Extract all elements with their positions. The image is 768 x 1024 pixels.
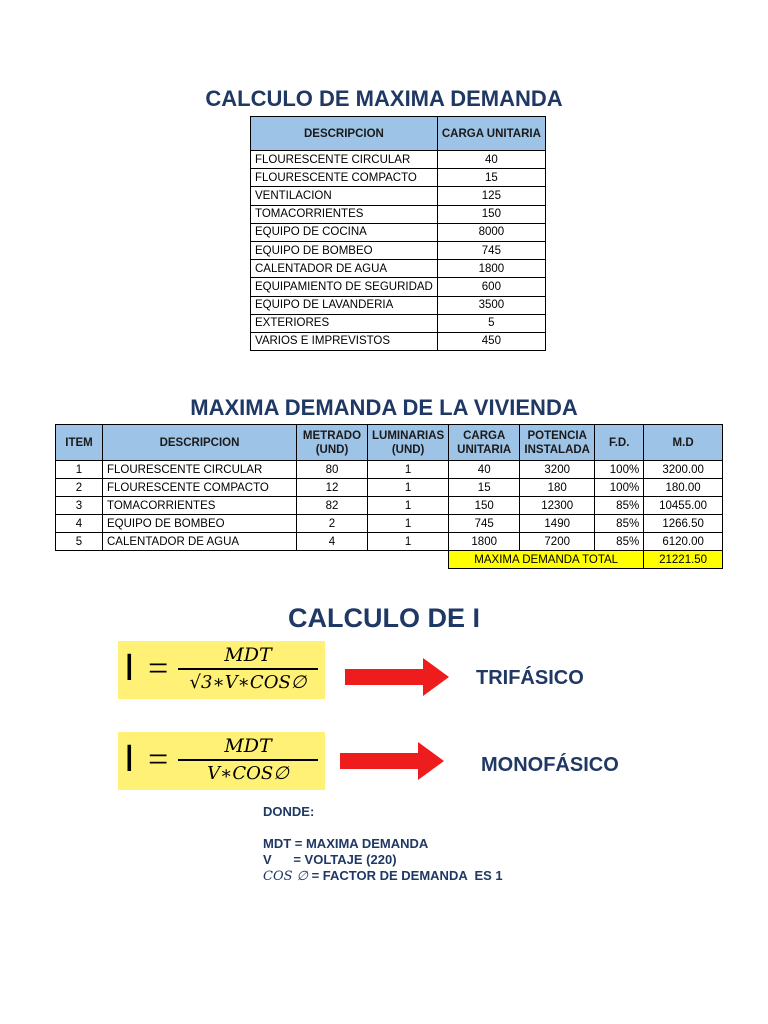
- header-carga-unitaria: CARGA UNITARIA: [437, 117, 545, 151]
- legend-cos: [263, 868, 503, 885]
- cell-luminarias: 1: [368, 497, 449, 515]
- header-item: ITEM: [56, 425, 103, 461]
- formula-equals: =: [148, 648, 169, 688]
- header-md: M.D: [644, 425, 723, 461]
- formula-monofasico: [118, 732, 325, 790]
- header-descripcion: DESCRIPCION: [251, 117, 438, 151]
- table-row: [251, 205, 546, 223]
- cell-carga: 150: [449, 497, 520, 515]
- cell-fd: 85%: [595, 533, 644, 551]
- cell-md: 10455.00: [644, 497, 723, 515]
- cell-descripcion: FLOURESCENTE COMPACTO: [103, 479, 297, 497]
- cell-fd: 85%: [595, 515, 644, 533]
- cell-descripcion: CALENTADOR DE AGUA: [251, 260, 438, 278]
- table-row: [251, 169, 546, 187]
- formula-denominator: √3∗V∗COS∅: [189, 672, 307, 693]
- cell-descripcion: FLOURESCENTE CIRCULAR: [251, 151, 438, 169]
- fraction-bar: [178, 668, 318, 670]
- cell-carga: 15: [437, 169, 545, 187]
- cell-descripcion: TOMACORRIENTES: [251, 205, 438, 223]
- cell-descripcion: EXTERIORES: [251, 314, 438, 332]
- legend-cos-text: = FACTOR DE DEMANDA ES 1: [307, 868, 503, 883]
- table-row: [56, 515, 723, 533]
- legend-mdt: MDT = MAXIMA DEMANDA: [263, 836, 429, 851]
- cell-carga: 125: [437, 187, 545, 205]
- cell-descripcion: EQUIPAMIENTO DE SEGURIDAD: [251, 278, 438, 296]
- cell-carga: 745: [449, 515, 520, 533]
- cell-luminarias: 1: [368, 533, 449, 551]
- table-header-row: [56, 425, 723, 461]
- cell-descripcion: FLOURESCENTE CIRCULAR: [103, 461, 297, 479]
- donde-legend: [263, 804, 503, 885]
- cell-descripcion: CALENTADOR DE AGUA: [103, 533, 297, 551]
- title-maxima-demanda: CALCULO DE MAXIMA DEMANDA: [205, 86, 563, 111]
- header-fd: F.D.: [595, 425, 644, 461]
- cell-metrado: 80: [297, 461, 368, 479]
- formula-numerator: MDT: [224, 644, 272, 666]
- cell-descripcion: FLOURESCENTE COMPACTO: [251, 169, 438, 187]
- table-row: [56, 497, 723, 515]
- total-value: 21221.50: [644, 551, 723, 569]
- cell-descripcion: EQUIPO DE LAVANDERIA: [251, 296, 438, 314]
- donde-heading: DONDE:: [263, 804, 315, 819]
- cell-carga: 40: [449, 461, 520, 479]
- formula-fraction: [178, 643, 318, 695]
- maxima-demanda-table: [55, 424, 723, 569]
- cell-metrado: 12: [297, 479, 368, 497]
- table-row: [251, 260, 546, 278]
- cell-descripcion: EQUIPO DE COCINA: [251, 223, 438, 241]
- title-calculo-i: CALCULO DE I: [288, 603, 480, 633]
- header-metrado: METRADO (UND): [297, 425, 368, 461]
- cell-potencia: 12300: [520, 497, 595, 515]
- cell-item: 1: [56, 461, 103, 479]
- header-carga-unitaria: CARGA UNITARIA: [449, 425, 520, 461]
- total-spacer: [56, 551, 449, 569]
- cell-descripcion: TOMACORRIENTES: [103, 497, 297, 515]
- formula-numerator: MDT: [224, 735, 272, 757]
- formula-lhs: I: [124, 738, 135, 780]
- cell-carga: 1800: [449, 533, 520, 551]
- formula-lhs: I: [124, 647, 135, 689]
- total-label: MAXIMA DEMANDA TOTAL: [449, 551, 644, 569]
- label-monofasico: MONOFÁSICO: [481, 754, 619, 776]
- formula-equals: =: [148, 739, 169, 779]
- cell-item: 3: [56, 497, 103, 515]
- cell-fd: 100%: [595, 479, 644, 497]
- formula-denominator: V∗COS∅: [207, 763, 289, 784]
- table-row: [56, 533, 723, 551]
- table-row: [251, 223, 546, 241]
- legend-v: V = VOLTAJE (220): [263, 852, 397, 867]
- table-row: [251, 241, 546, 259]
- cell-metrado: 82: [297, 497, 368, 515]
- cell-luminarias: 1: [368, 461, 449, 479]
- table-row: [56, 461, 723, 479]
- table-row: [251, 278, 546, 296]
- fraction-bar: [178, 759, 318, 761]
- cell-fd: 100%: [595, 461, 644, 479]
- cell-carga: 15: [449, 479, 520, 497]
- cell-item: 2: [56, 479, 103, 497]
- table-row: [56, 479, 723, 497]
- cell-item: 5: [56, 533, 103, 551]
- title-maxima-demanda-vivienda: MAXIMA DEMANDA DE LA VIVIENDA: [190, 395, 578, 420]
- cell-metrado: 2: [297, 515, 368, 533]
- cell-carga: 150: [437, 205, 545, 223]
- formula-trifasico: [118, 641, 325, 699]
- cell-carga: 1800: [437, 260, 545, 278]
- table-row: [251, 314, 546, 332]
- cell-luminarias: 1: [368, 479, 449, 497]
- cell-item: 4: [56, 515, 103, 533]
- header-potencia-instalada: POTENCIA INSTALADA: [520, 425, 595, 461]
- cell-carga: 745: [437, 241, 545, 259]
- right-arrow-icon: [345, 658, 449, 696]
- cell-md: 3200.00: [644, 461, 723, 479]
- cell-fd: 85%: [595, 497, 644, 515]
- label-trifasico: TRIFÁSICO: [476, 667, 584, 689]
- cell-carga: 5: [437, 314, 545, 332]
- cell-potencia: 180: [520, 479, 595, 497]
- cell-luminarias: 1: [368, 515, 449, 533]
- formula-fraction: [178, 734, 318, 786]
- cell-descripcion: VENTILACION: [251, 187, 438, 205]
- cell-md: 6120.00: [644, 533, 723, 551]
- cell-descripcion: EQUIPO DE BOMBEO: [251, 241, 438, 259]
- cell-carga: 3500: [437, 296, 545, 314]
- cell-carga: 450: [437, 332, 545, 350]
- cell-potencia: 1490: [520, 515, 595, 533]
- cell-md: 180.00: [644, 479, 723, 497]
- table-row: [251, 332, 546, 350]
- table-header-row: [251, 117, 546, 151]
- table-row: [251, 151, 546, 169]
- table-row: [251, 187, 546, 205]
- cell-md: 1266.50: [644, 515, 723, 533]
- cell-descripcion: VARIOS E IMPREVISTOS: [251, 332, 438, 350]
- right-arrow-icon: [340, 742, 444, 780]
- total-row: [56, 551, 723, 569]
- cell-potencia: 3200: [520, 461, 595, 479]
- cell-potencia: 7200: [520, 533, 595, 551]
- cell-carga: 600: [437, 278, 545, 296]
- header-luminarias: LUMINARIAS (UND): [368, 425, 449, 461]
- header-descripcion: DESCRIPCION: [103, 425, 297, 461]
- cell-metrado: 4: [297, 533, 368, 551]
- table-row: [251, 296, 546, 314]
- cell-descripcion: EQUIPO DE BOMBEO: [103, 515, 297, 533]
- cos-symbol: COS ∅: [263, 869, 308, 884]
- carga-unitaria-table: [250, 116, 546, 351]
- cell-carga: 40: [437, 151, 545, 169]
- cell-carga: 8000: [437, 223, 545, 241]
